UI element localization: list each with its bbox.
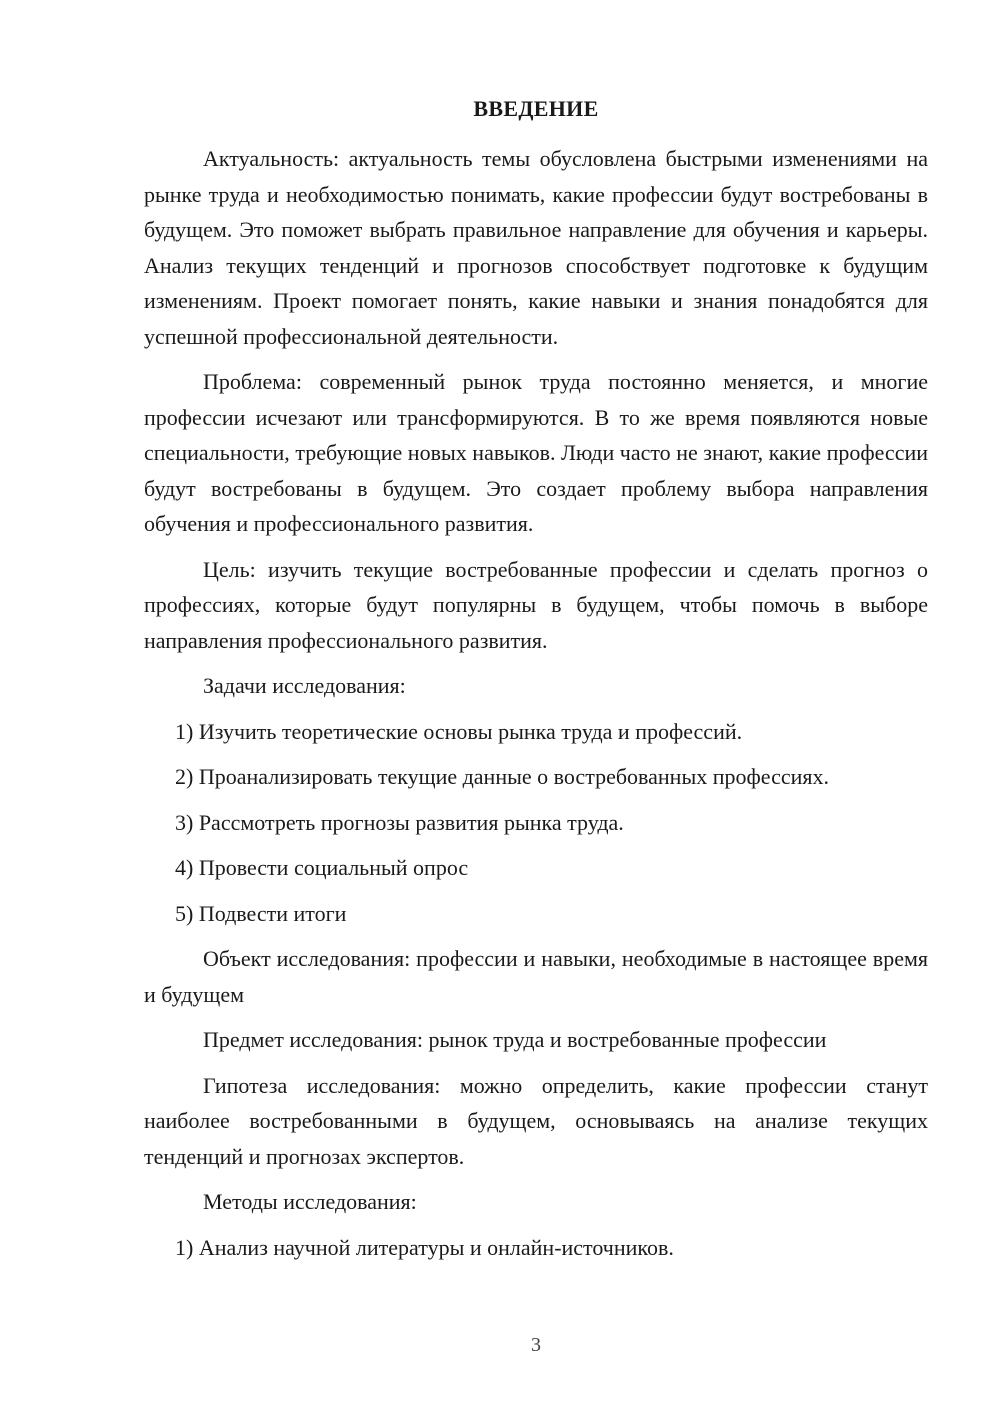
goal-paragraph: Цель: изучить текущие востребованные профессии и сделать прогноз о профессиях, которые будут популярны в будущем, чтобы помочь в выборе направления профессионального развития. (144, 556, 928, 653)
task-item-4: 4) Провести социальный опрос (175, 855, 469, 880)
problem-paragraph: Проблема: современный рынок труда постоянно меняется, и многие профессии исчезают или трансформируются. В то же время появляются новые специальности, требующие новых навыков. Люди часто не знают, какие профессии будут востребованы в будущем. Это создает проблему выбора направления обучения и профессионального развития. (144, 369, 928, 536)
task-item-2: 2) Проанализировать текущие данные о востребованных профессиях. (175, 764, 829, 789)
document-body (144, 141, 928, 1265)
task-item-3: 3) Рассмотреть прогнозы развития рынка труда. (175, 809, 624, 835)
methods-heading: Методы исследования: (203, 1189, 417, 1214)
task-item-1: 1) Изучить теоретические основы рынка труда и профессий. (175, 718, 743, 744)
subject-paragraph: Предмет исследования: рынок труда и востребованные профессии (203, 1027, 827, 1052)
method-item-1: 1) Анализ научной литературы и онлайн-источников. (175, 1234, 674, 1260)
page-number: 3 (531, 1334, 541, 1356)
task-item-5: 5) Подвести итоги (175, 900, 347, 926)
relevance-paragraph: Актуальность: актуальность темы обусловлена быстрыми изменениями на рынке труда и необходимостью понимать, какие профессии будут востребованы в будущем. Это поможет выбрать правильное направление для обучения и карьеры. Анализ текущих тенденций и прогнозов способствует подготовке к будущим изменениям. Проект помогает понять, какие навыки и знания понадобятся для успешной профессиональной деятельности. (144, 146, 928, 349)
page-title: ВВЕДЕНИЕ (473, 96, 599, 121)
object-paragraph: Объект исследования: профессии и навыки, необходимые в настоящее время и будущем (144, 946, 928, 1007)
hypothesis-paragraph: Гипотеза исследования: можно определить, какие профессии станут наиболее востребованными в будущем, основываясь на анализе текущих тенденций и прогнозах экспертов. (144, 1072, 928, 1169)
tasks-heading: Задачи исследования: (203, 673, 406, 698)
